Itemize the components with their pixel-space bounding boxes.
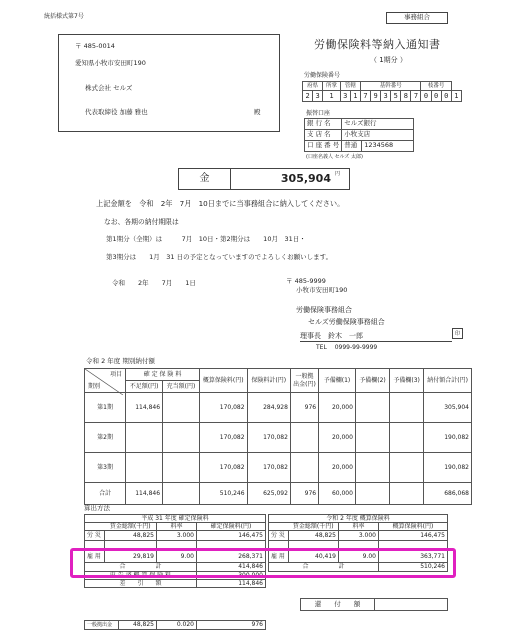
- address-line: 愛知県小牧市安田町190: [75, 59, 146, 67]
- cell-appropriation: [163, 453, 200, 483]
- cell-hokenkei: 625,092: [247, 483, 290, 505]
- calc-rate: 3.000: [157, 531, 197, 541]
- cell-reserve-1: 60,000: [319, 483, 356, 505]
- bank-key: 口 座 番 号: [305, 141, 342, 152]
- calc-row: [269, 531, 448, 541]
- calc-rate: 9.00: [157, 551, 197, 563]
- cell-gaisan: 510,246: [199, 483, 247, 505]
- assoc-sub: セルズ労働保険事務組合: [308, 318, 385, 326]
- cell-total: 190,082: [424, 453, 472, 483]
- issue-date: 令和 2年 7月 1日: [112, 279, 196, 287]
- cell-total: 305,904: [424, 393, 472, 423]
- header-hokenkei: 保険料計(円): [247, 369, 290, 393]
- calc-value: 363,771: [379, 551, 448, 563]
- header-kakutei: 確 定 保 険 料: [126, 369, 200, 381]
- cell-reserve-3: [390, 423, 424, 453]
- bank-key: 銀 行 名: [305, 119, 342, 130]
- cell-reserve-1: 20,000: [319, 423, 356, 453]
- bank-label: 振替口座: [306, 110, 331, 117]
- cell-gaisan: 170,082: [199, 393, 247, 423]
- calc-diff-value: 114,846: [197, 579, 266, 587]
- insurance-number-table: [302, 81, 462, 102]
- calc-sum-label: 合 計: [85, 563, 197, 571]
- cell-appropriation: [163, 423, 200, 453]
- ins-digit: 9: [371, 91, 381, 102]
- form-number: 統括様式第7号: [44, 13, 84, 20]
- cell-ippan: [290, 423, 318, 453]
- body-line-1: 上記金額を 令和 2年 7月 10日までに当事務組合に納入してください。: [96, 199, 345, 208]
- ippan-rate: 0.020: [157, 621, 197, 630]
- header-gaisan: 概算保険料(円): [199, 369, 247, 393]
- amount-box: [178, 168, 350, 190]
- ins-digit: 0: [441, 91, 451, 102]
- header-reserve-2: 予備欄(2): [355, 369, 389, 393]
- bank-value: 1234568: [362, 141, 414, 152]
- calc-row: [85, 531, 266, 541]
- assoc-postal: 〒 485-9999: [286, 277, 326, 285]
- cell-gaisan: 170,082: [199, 423, 247, 453]
- ins-h-pref: 府県: [303, 82, 323, 91]
- calc-h-kakutei: 確定保険料(円): [197, 523, 266, 531]
- calc-row-label: 労 災: [85, 531, 105, 541]
- calc-h-gaisan: 概算保険料(円): [379, 523, 448, 531]
- calc-caption: 算出方法: [84, 504, 110, 512]
- ins-digit: 0: [421, 91, 431, 102]
- table-row: [85, 393, 472, 423]
- cell-hokenkei: 284,928: [247, 393, 290, 423]
- cell-reserve-2: [355, 483, 389, 505]
- header-total: 納付額合計(円): [424, 369, 472, 393]
- header-reserve-3: 予備欄(3): [390, 369, 424, 393]
- cell-shortfall: [126, 423, 163, 453]
- cell-reserve-3: [390, 453, 424, 483]
- ins-digit: 3: [340, 91, 350, 102]
- ins-digit: 7: [411, 91, 421, 102]
- assoc-tel: TEL 0999-99-9999: [316, 344, 378, 351]
- ins-digit: 1: [451, 91, 461, 102]
- ippan-label: 一般拠出金: [85, 621, 119, 630]
- corner-cell: [85, 369, 126, 393]
- body-line-2: なお、各期の納付期限は: [104, 218, 179, 226]
- refund-value: [375, 599, 448, 611]
- bank-type: 普通: [342, 141, 362, 152]
- period-table-caption: 令和 2 年度 期別納付額: [86, 357, 155, 365]
- header-appropriation: 充当額(円): [163, 381, 200, 393]
- cell-appropriation: [163, 483, 200, 505]
- ins-h-shosho: 所掌: [323, 82, 341, 91]
- cell-total: 686,068: [424, 483, 472, 505]
- ippan-table: [84, 620, 266, 630]
- ins-h-eda: 枝番号: [421, 82, 451, 91]
- seal-mark: 印: [452, 328, 463, 339]
- cell-reserve-1: 20,000: [319, 393, 356, 423]
- ins-digit: 7: [360, 91, 370, 102]
- cell-shortfall: 114,846: [126, 393, 163, 423]
- insurance-number-label: 労働保険番号: [304, 72, 341, 79]
- refund-label: 還 付 額: [301, 599, 375, 611]
- row-label: 第2期: [85, 423, 126, 453]
- cell-reserve-2: [355, 393, 389, 423]
- ippan-wage: 48,825: [119, 621, 157, 630]
- cell-shortfall: [126, 453, 163, 483]
- body-line-3: 第1期分（全期）は 7月 10日・第2期分は 10月 31日・: [106, 235, 306, 243]
- representative: 代表取締役 加藤 雅也: [85, 108, 148, 116]
- calc-sum-label: 合 計: [269, 563, 379, 571]
- calc-wage: 40,419: [289, 551, 339, 563]
- amount-value: 305,904: [280, 172, 331, 185]
- calc-applied-value: 300,000: [197, 571, 266, 579]
- calc-diff-label: 差 引 額: [85, 579, 197, 587]
- calc-applied-label: 申 告 済 概 算 保 険 料: [85, 571, 197, 579]
- account-holder: (口座名義人 セルズ 太郎): [306, 154, 363, 160]
- ins-h-kikan: 基幹番号: [360, 82, 421, 91]
- refund-table: [300, 598, 448, 611]
- header-ippan: 一般拠出金(円): [290, 369, 318, 393]
- amount-unit: 円: [335, 171, 341, 177]
- company-name: 株式会社 セルズ: [85, 84, 133, 92]
- cell-reserve-2: [355, 423, 389, 453]
- document-title: 労働保険料等納入通知書: [314, 38, 441, 51]
- ins-digit: 0: [431, 91, 441, 102]
- header-item: 項目: [110, 371, 123, 378]
- cell-reserve-1: 20,000: [319, 453, 356, 483]
- assoc-name: 労働保険事務組合: [296, 306, 352, 314]
- cell-ippan: 976: [290, 483, 318, 505]
- table-row: [85, 453, 472, 483]
- row-label: 合計: [85, 483, 126, 505]
- ins-digit: 3: [313, 91, 323, 102]
- header-period: 期別: [88, 382, 101, 390]
- cell-ippan: [290, 453, 318, 483]
- calc-left-title: 平成 31 年度 確定保険料: [85, 515, 266, 523]
- address-box: [58, 34, 280, 132]
- calc-h-rate: 料率: [157, 523, 197, 531]
- cell-reserve-3: [390, 393, 424, 423]
- calc-rate: 9.00: [339, 551, 379, 563]
- cell-reserve-3: [390, 483, 424, 505]
- cell-ippan: 976: [290, 393, 318, 423]
- bank-value: 小牧支店: [342, 130, 414, 141]
- calc-blank: [269, 523, 289, 531]
- calc-wage: 48,825: [105, 531, 157, 541]
- office-tag: 事務組合: [386, 12, 448, 24]
- calc-row-label: 雇 用: [85, 551, 105, 563]
- honorific: 殿: [254, 108, 261, 116]
- calc-h-wage: 賃金総額(千円): [289, 523, 339, 531]
- calc-value: 146,475: [197, 531, 266, 541]
- calc-row-label: 雇 用: [269, 551, 289, 563]
- ins-digit: 5: [391, 91, 401, 102]
- bank-table: [304, 118, 414, 152]
- cell-gaisan: 170,082: [199, 453, 247, 483]
- ins-digit: 2: [303, 91, 313, 102]
- calc-right-title: 令和 2 年度 概算保険料: [269, 515, 448, 523]
- cell-hokenkei: 170,082: [247, 453, 290, 483]
- table-row-total: [85, 483, 472, 505]
- assoc-chair: 理事長 鈴木 一郎: [300, 332, 452, 342]
- calc-h-rate: 料率: [339, 523, 379, 531]
- calc-wage: 48,825: [289, 531, 339, 541]
- address-postal: 〒 485-0014: [75, 42, 115, 50]
- calc-sum-right: 510,246: [379, 563, 448, 571]
- assoc-address: 小牧市安田町190: [296, 286, 348, 294]
- calc-rate: 3.000: [339, 531, 379, 541]
- cell-shortfall: 114,846: [126, 483, 163, 505]
- cell-total: 190,082: [424, 423, 472, 453]
- header-reserve-1: 予備欄(1): [319, 369, 356, 393]
- cell-appropriation: [163, 393, 200, 423]
- cell-hokenkei: 170,082: [247, 423, 290, 453]
- header-shortfall: 不足額(円): [126, 381, 163, 393]
- row-label: 第1期: [85, 393, 126, 423]
- calc-row-label: 労 災: [269, 531, 289, 541]
- calc-value: 268,371: [197, 551, 266, 563]
- ippan-value: 976: [197, 621, 266, 630]
- calc-wage: 29,819: [105, 551, 157, 563]
- period-payment-table: [84, 368, 472, 505]
- row-label: 第3期: [85, 453, 126, 483]
- calc-sum-left: 414,846: [197, 563, 266, 571]
- ins-digit: 3: [381, 91, 391, 102]
- bank-key: 支 店 名: [305, 130, 342, 141]
- highlight-annotation: [70, 548, 456, 578]
- ins-digit: 1: [323, 91, 341, 102]
- cell-reserve-2: [355, 453, 389, 483]
- calc-blank: [85, 523, 105, 531]
- bank-value: セルズ銀行: [342, 119, 414, 130]
- ins-digit: 1: [350, 91, 360, 102]
- period-label: （ 1期分 ）: [370, 56, 407, 64]
- body-line-4: 第3期分は 1月 31 日の予定となっていますのでよろしくお願いします。: [106, 253, 333, 261]
- calc-h-wage: 賃金総額(千円): [105, 523, 157, 531]
- amount-label: 金: [179, 169, 231, 189]
- ins-h-kankatsu: 管轄: [340, 82, 360, 91]
- calc-value: 146,475: [379, 531, 448, 541]
- table-row: [85, 423, 472, 453]
- ins-digit: 8: [401, 91, 411, 102]
